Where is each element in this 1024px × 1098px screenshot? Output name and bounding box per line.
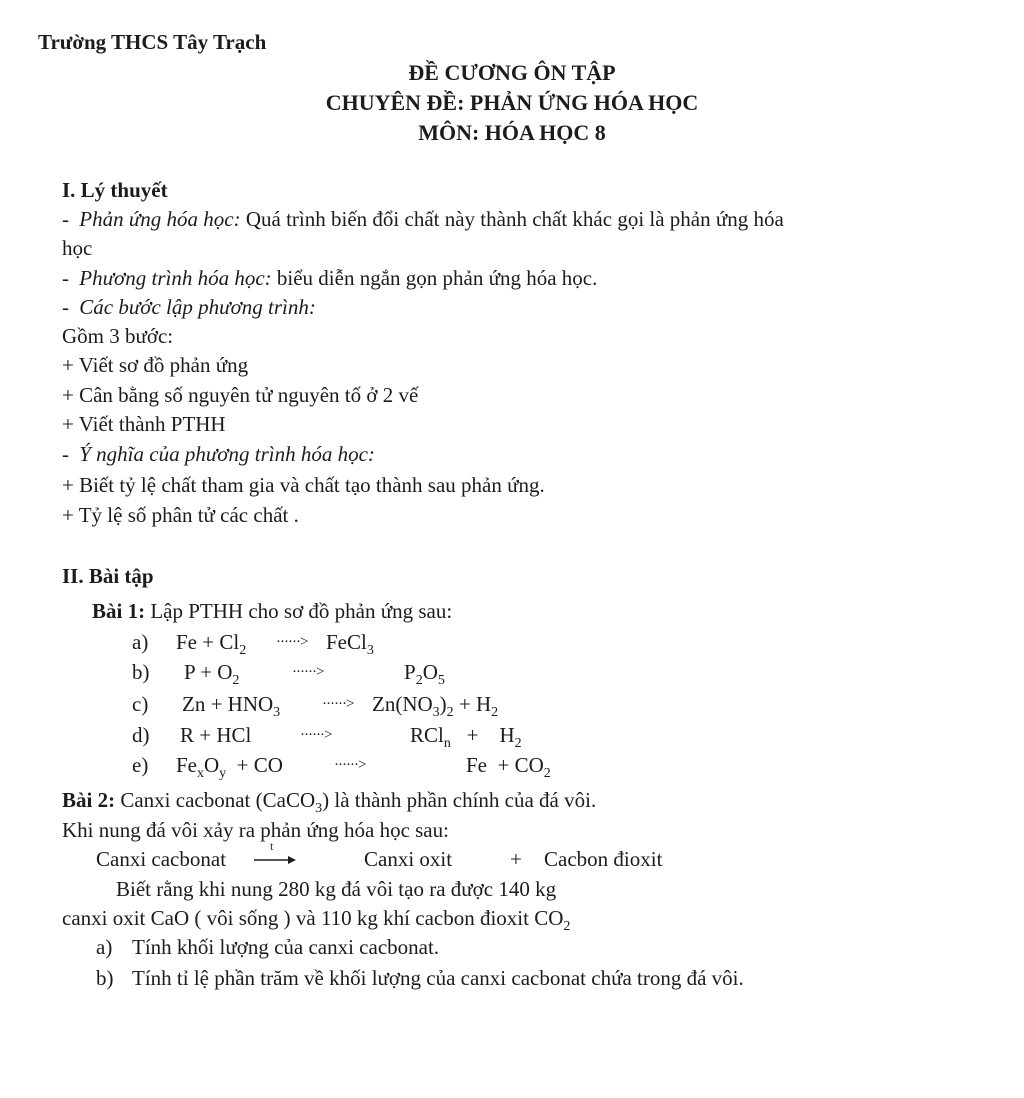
equation-term: Phương trình hóa học: (79, 266, 272, 290)
equation-b-label: b) (132, 660, 150, 684)
equation-def: biểu diễn ngắn gọn phản ứng hóa học. (271, 266, 598, 290)
bai2-reactant: Canxi cacbonat (96, 847, 227, 871)
equation-e-lhs: $Fe_xO_y$ + CO (176, 753, 283, 781)
meaning-item: + Tỷ lệ số phân tử các chất . (62, 503, 299, 527)
equation-c-label: c) (132, 692, 149, 716)
equation-d-rhs: RCl$_n$ + $H_2$ (410, 723, 522, 751)
equation-c-rhs: $Zn(NO_3)_2 + H_2$ (372, 692, 499, 720)
equation-c-lhs: $Zn + HNO_3$ (182, 692, 281, 720)
bai2-product-1: Canxi oxit (364, 847, 453, 871)
reaction-arrow: ······> (292, 664, 324, 680)
step-item: + Viết sơ đồ phản ứng (62, 353, 249, 377)
reaction-arrow: ······> (322, 696, 354, 712)
bai1-prompt (92, 597, 452, 627)
heat-label: t (270, 839, 274, 853)
meaning-item: + Biết tỷ lệ chất tham gia và chất tạo thành sau phản ứng. (62, 473, 545, 497)
equation-a-rhs: FeCl$_3$ (326, 630, 374, 658)
doc-topic: CHUYÊN ĐỀ: PHẢN ỨNG HÓA HỌC (325, 90, 699, 115)
heat-arrow-icon (252, 839, 298, 878)
step-item: + Viết thành PTHH (62, 412, 226, 436)
doc-title: ĐỀ CƯƠNG ÔN TẬP (408, 60, 616, 85)
steps-heading: - Các bước lập phương trình: (62, 295, 316, 319)
bai1-label: Bài 1: (92, 599, 146, 623)
bai2-product-2: Cacbon đioxit (544, 847, 663, 871)
step-item: + Cân bằng số nguyên tử nguyên tố ở 2 vế (62, 383, 419, 407)
theory-heading: I. Lý thuyết (62, 178, 168, 202)
reaction-def: Quá trình biến đổi chất này thành chất khác gọi là phản ứng hóa (240, 207, 784, 231)
steps-count: Gồm 3 bước: (62, 324, 174, 348)
equation-a-lhs: $Fe + Cl_2$ (176, 630, 247, 658)
equation-e-label: e) (132, 753, 149, 777)
bai2-question-a: Tính khối lượng của canxi cacbonat. (132, 935, 440, 959)
equation-b-lhs: $P + O_2$ (184, 660, 240, 688)
equation-definition: - Phương trình hóa học: biểu diễn ngắn gọn phản ứng hóa học. (62, 266, 598, 290)
exercises-heading: II. Bài tập (62, 564, 154, 588)
bai2-label: Bài 2: (62, 788, 116, 812)
equation-b-rhs: $P_2O_5$ (404, 660, 445, 688)
bai2-line: canxi oxit CaO ( vôi sống ) và 110 kg khí cacbon đioxit $CO_2$ (62, 906, 571, 934)
bai2-question-b: Tính tỉ lệ phần trăm về khối lượng của canxi cacbonat chứa trong đá vôi. (132, 966, 744, 990)
bai2-plus: + (510, 847, 522, 871)
bai2-line: Biết rằng khi nung 280 kg đá vôi tạo ra được 140 kg (116, 877, 557, 901)
bai2-question-a-label: a) (96, 935, 113, 959)
reaction-arrow: ······> (276, 634, 308, 650)
reaction-arrow: ······> (334, 757, 366, 773)
equation-d-label: d) (132, 723, 150, 747)
bai1-text: Lập PTHH cho sơ đồ phản ứng sau: (145, 599, 453, 623)
bai2-line: Khi nung đá vôi xảy ra phản ứng hóa học sau: (62, 818, 449, 842)
reaction-definition: - Phản ứng hóa học: Quá trình biến đổi chất này thành chất khác gọi là phản ứng hóa (62, 207, 784, 231)
doc-subject: MÔN: HÓA HỌC 8 (418, 120, 606, 145)
bai2-question-b-label: b) (96, 966, 114, 990)
equation-d-lhs: R + HCl (180, 723, 252, 747)
bai2-prompt: Bài 2: Canxi cacbonat (CaCO$_3$) là thành phần chính của đá vôi. (62, 788, 597, 816)
reaction-term: Phản ứng hóa học: (79, 207, 241, 231)
school-name: Trường THCS Tây Trạch (38, 30, 267, 54)
meaning-heading: - Ý nghĩa của phương trình hóa học: (62, 442, 375, 466)
reaction-arrow: ······> (300, 727, 332, 743)
equation-e-rhs: $Fe + CO_2$ (466, 753, 551, 781)
reaction-definition-cont: học (62, 236, 93, 260)
equation-a-label: a) (132, 630, 149, 654)
